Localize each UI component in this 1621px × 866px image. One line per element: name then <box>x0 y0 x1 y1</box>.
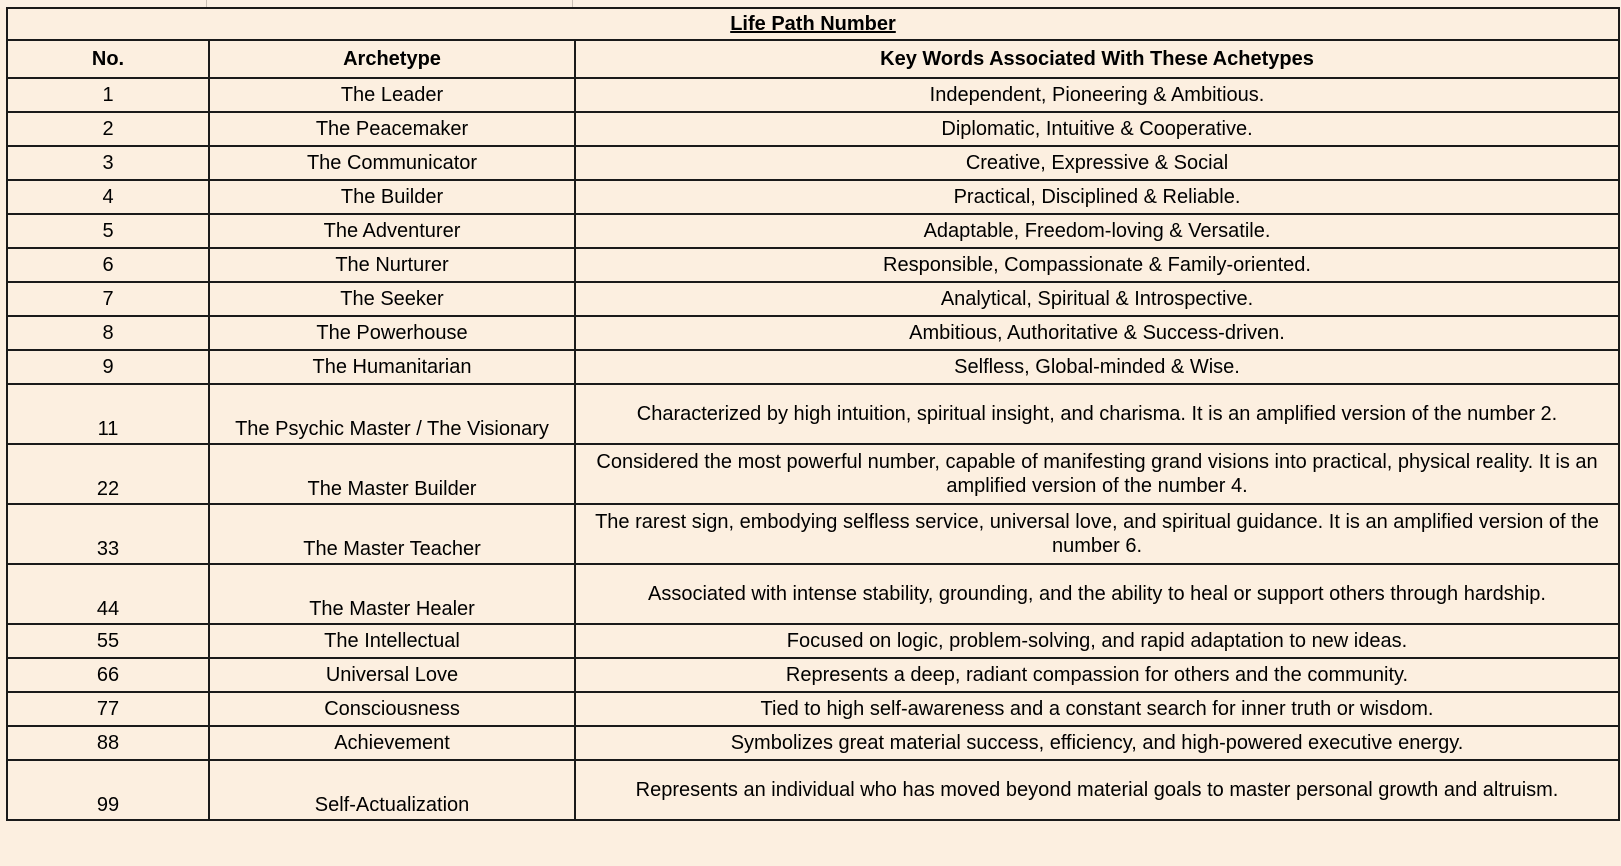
table-row <box>7 504 1619 564</box>
table-row <box>7 350 1619 384</box>
cell-number[interactable]: 8 <box>7 316 209 350</box>
cell-archetype[interactable]: Consciousness <box>209 692 575 726</box>
cell-archetype[interactable]: The Builder <box>209 180 575 214</box>
cell-number[interactable]: 9 <box>7 350 209 384</box>
header-keywords[interactable]: Key Words Associated With These Achetypes <box>575 40 1619 78</box>
table-row <box>7 146 1619 180</box>
cell-keywords[interactable]: Diplomatic, Intuitive & Cooperative. <box>575 112 1619 146</box>
table-title-row <box>7 8 1619 40</box>
table-row <box>7 112 1619 146</box>
cell-number[interactable]: 22 <box>7 444 209 504</box>
cell-keywords[interactable]: Tied to high self-awareness and a constant search for inner truth or wisdom. <box>575 692 1619 726</box>
cell-archetype[interactable]: The Master Builder <box>209 444 575 504</box>
cell-number[interactable]: 55 <box>7 624 209 658</box>
cell-number[interactable]: 66 <box>7 658 209 692</box>
table-row <box>7 316 1619 350</box>
cell-keywords[interactable]: Represents a deep, radiant compassion for others and the community. <box>575 658 1619 692</box>
table-row <box>7 444 1619 504</box>
cell-archetype[interactable]: Universal Love <box>209 658 575 692</box>
cell-archetype[interactable]: The Humanitarian <box>209 350 575 384</box>
cell-keywords[interactable]: Responsible, Compassionate & Family-oriented. <box>575 248 1619 282</box>
cell-archetype[interactable]: The Nurturer <box>209 248 575 282</box>
cell-keywords[interactable]: Selfless, Global-minded & Wise. <box>575 350 1619 384</box>
cell-number[interactable]: 77 <box>7 692 209 726</box>
cell-number[interactable]: 3 <box>7 146 209 180</box>
cell-number[interactable]: 1 <box>7 78 209 112</box>
header-no[interactable]: No. <box>7 40 209 78</box>
table-row <box>7 726 1619 760</box>
cell-archetype[interactable]: The Intellectual <box>209 624 575 658</box>
table-row <box>7 180 1619 214</box>
cell-keywords[interactable]: Practical, Disciplined & Reliable. <box>575 180 1619 214</box>
cell-number[interactable]: 99 <box>7 760 209 820</box>
cell-number[interactable]: 44 <box>7 564 209 624</box>
cell-keywords[interactable]: Focused on logic, problem-solving, and rapid adaptation to new ideas. <box>575 624 1619 658</box>
table-row <box>7 248 1619 282</box>
cell-keywords[interactable]: Analytical, Spiritual & Introspective. <box>575 282 1619 316</box>
cell-archetype[interactable]: Self-Actualization <box>209 760 575 820</box>
cell-archetype[interactable]: Achievement <box>209 726 575 760</box>
cell-archetype[interactable]: The Communicator <box>209 146 575 180</box>
cell-archetype[interactable]: The Master Healer <box>209 564 575 624</box>
life-path-table <box>6 7 1620 821</box>
table-row <box>7 282 1619 316</box>
cell-number[interactable]: 33 <box>7 504 209 564</box>
cell-number[interactable]: 2 <box>7 112 209 146</box>
cell-keywords[interactable]: Associated with intense stability, grounding, and the ability to heal or support others through hardship. <box>575 564 1619 624</box>
cell-keywords[interactable]: Adaptable, Freedom-loving & Versatile. <box>575 214 1619 248</box>
cell-archetype[interactable]: The Seeker <box>209 282 575 316</box>
cell-number[interactable]: 88 <box>7 726 209 760</box>
cell-number[interactable]: 5 <box>7 214 209 248</box>
table-row <box>7 658 1619 692</box>
cell-archetype[interactable]: The Psychic Master / The Visionary <box>209 384 575 444</box>
table-row <box>7 692 1619 726</box>
table-row <box>7 384 1619 444</box>
cell-keywords[interactable]: Considered the most powerful number, capable of manifesting grand visions into practical, physical reality. It is an amplified version of the number 4. <box>575 444 1619 504</box>
table-title[interactable]: Life Path Number <box>7 8 1619 40</box>
table-row <box>7 624 1619 658</box>
cell-keywords[interactable]: The rarest sign, embodying selfless service, universal love, and spiritual guidance. It is an amplified version of the number 6. <box>575 504 1619 564</box>
cell-archetype[interactable]: The Adventurer <box>209 214 575 248</box>
cell-archetype[interactable]: The Master Teacher <box>209 504 575 564</box>
cell-keywords[interactable]: Creative, Expressive & Social <box>575 146 1619 180</box>
cell-keywords[interactable]: Independent, Pioneering & Ambitious. <box>575 78 1619 112</box>
cell-keywords[interactable]: Represents an individual who has moved beyond material goals to master personal growth and altruism. <box>575 760 1619 820</box>
table-row <box>7 78 1619 112</box>
cell-number[interactable]: 7 <box>7 282 209 316</box>
cell-keywords[interactable]: Ambitious, Authoritative & Success-driven. <box>575 316 1619 350</box>
cell-number[interactable]: 6 <box>7 248 209 282</box>
cell-archetype[interactable]: The Leader <box>209 78 575 112</box>
table-row <box>7 760 1619 820</box>
table-header-row <box>7 40 1619 78</box>
cell-number[interactable]: 4 <box>7 180 209 214</box>
header-archetype[interactable]: Archetype <box>209 40 575 78</box>
cell-keywords[interactable]: Symbolizes great material success, efficiency, and high-powered executive energy. <box>575 726 1619 760</box>
table-row <box>7 214 1619 248</box>
cell-archetype[interactable]: The Powerhouse <box>209 316 575 350</box>
cell-keywords[interactable]: Characterized by high intuition, spiritual insight, and charisma. It is an amplified version of the number 2. <box>575 384 1619 444</box>
table-row <box>7 564 1619 624</box>
cell-archetype[interactable]: The Peacemaker <box>209 112 575 146</box>
cell-number[interactable]: 11 <box>7 384 209 444</box>
